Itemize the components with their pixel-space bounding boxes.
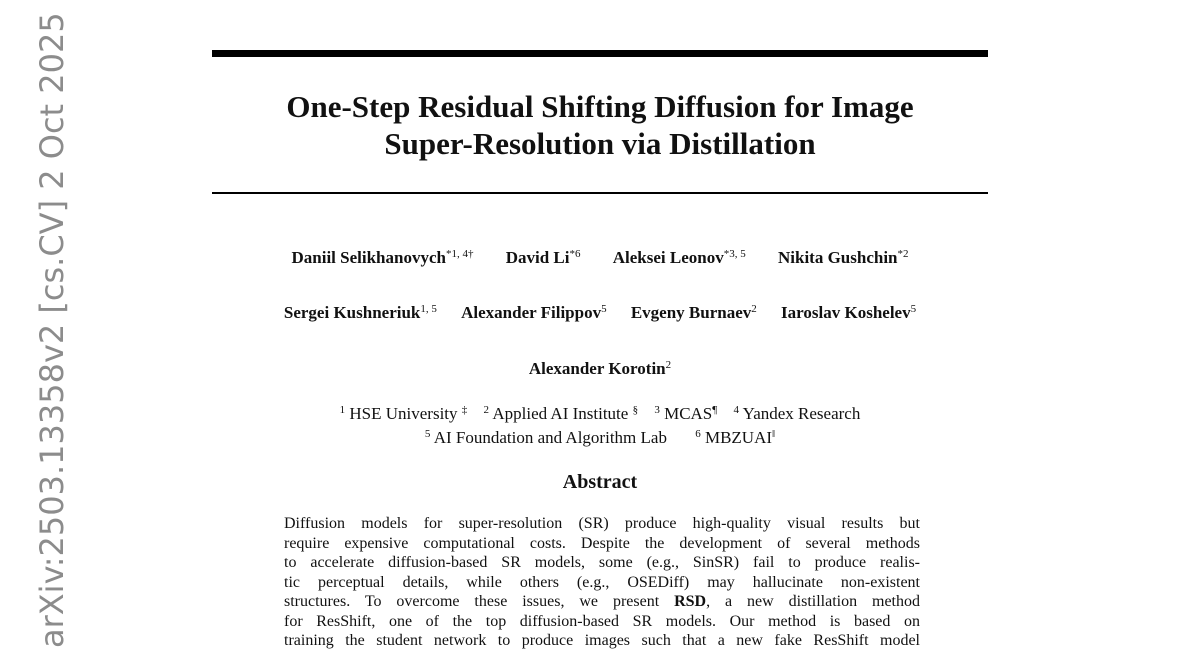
author [781,303,916,323]
abstract-body [284,514,920,651]
author-name: Aleksei Leonov [612,248,724,267]
abstract-heading: Abstract [562,471,638,493]
author-affiliation-marks: *6 [569,248,581,260]
author-affiliation-marks: 2 [751,303,757,315]
author-affiliation-marks: *3, 5 [723,248,746,260]
affiliations-row [212,428,988,448]
author-affiliation-marks: *2 [897,248,909,260]
abstract-line: structures. To overcome these issues, we present RSD, a new distillation method [284,593,921,610]
author-affiliation-marks: 1, 5 [420,303,437,315]
affiliations-row [212,404,988,424]
affiliation-footnote-mark: ‖ [772,428,776,440]
affiliation-name: MBZUAI [704,428,773,447]
author [292,248,474,268]
affiliation [340,404,468,424]
author-name: Iaroslav Koshelev [781,303,911,322]
author-name: Alexander Korotin [528,359,666,378]
affiliation-name: AI Foundation and Algorithm Lab [433,428,667,447]
abstract-line: tic perceptual details, while others (e.g., OSEDiff) may hallucinate non-existent [284,573,920,591]
affiliation-footnote-mark: ‡ [461,404,468,416]
author [529,359,671,379]
affiliation-name: Yandex Research [742,404,861,423]
author-affiliation-marks: *1, 4† [445,248,474,260]
affiliation-number: 2 [483,404,490,416]
affiliation [695,428,775,448]
author [613,248,746,268]
author-affiliation-marks: 2 [665,359,672,371]
arxiv-identifier-stamp: arXiv:2503.13358v2 [cs.CV] 2 Oct 2025 [33,12,71,648]
abstract-line: Diffusion models for super-resolution (SR) produce high-quality visual results but [284,515,920,532]
method-name: RSD [674,593,707,610]
author-affiliation-marks: 5 [910,303,917,315]
author [284,303,437,323]
author-name: Evgeny Burnaev [630,303,752,322]
affiliation-name: Applied AI Institute [492,404,629,423]
title-line: Super-Resolution via Distillation [384,126,816,161]
abstract-line: for ResShift, one of the top diffusion-based SR models. Our method is based on [284,612,920,630]
affiliation [425,428,667,448]
affiliation-number: 3 [654,404,660,416]
affiliation [734,404,861,424]
affiliation-name: HSE University [349,404,458,423]
affiliation-footnote-mark: § [632,404,639,416]
title-bottom-rule [212,192,988,194]
author-name: Sergei Kushneriuk [283,303,421,322]
author-affiliation-marks: 5 [601,303,607,315]
author-row [212,248,988,268]
author-name: David Li [505,248,570,267]
affiliation [484,404,639,424]
affiliation-footnote-mark: ¶ [712,404,718,416]
affiliation-number: 1 [339,404,346,416]
author [506,248,581,268]
author-row [212,359,988,379]
affiliation-number: 4 [733,404,739,416]
title-top-rule [212,50,988,57]
author [631,303,757,323]
paper-title [212,88,988,162]
abstract-line: require expensive computational costs. Despite the development of several methods [284,534,920,552]
affiliation-name: MCAS [664,404,713,423]
author-name: Alexander Filippov [461,303,602,322]
author-row [212,303,988,323]
author-name: Daniil Selikhanovych [291,248,446,267]
abstract-line: training the student network to produce images such that a new fake ResShift model [284,632,920,649]
author [461,303,606,323]
affiliation-number: 5 [424,428,431,440]
abstract-line: to accelerate diffusion-based SR models, some (e.g., SinSR) fail to produce realis- [284,554,920,571]
author [778,248,909,268]
title-line: One-Step Residual Shifting Diffusion for Image [286,89,914,124]
author-name: Nikita Gushchin [777,248,898,267]
affiliation-number: 6 [695,428,701,440]
affiliation [654,404,717,424]
